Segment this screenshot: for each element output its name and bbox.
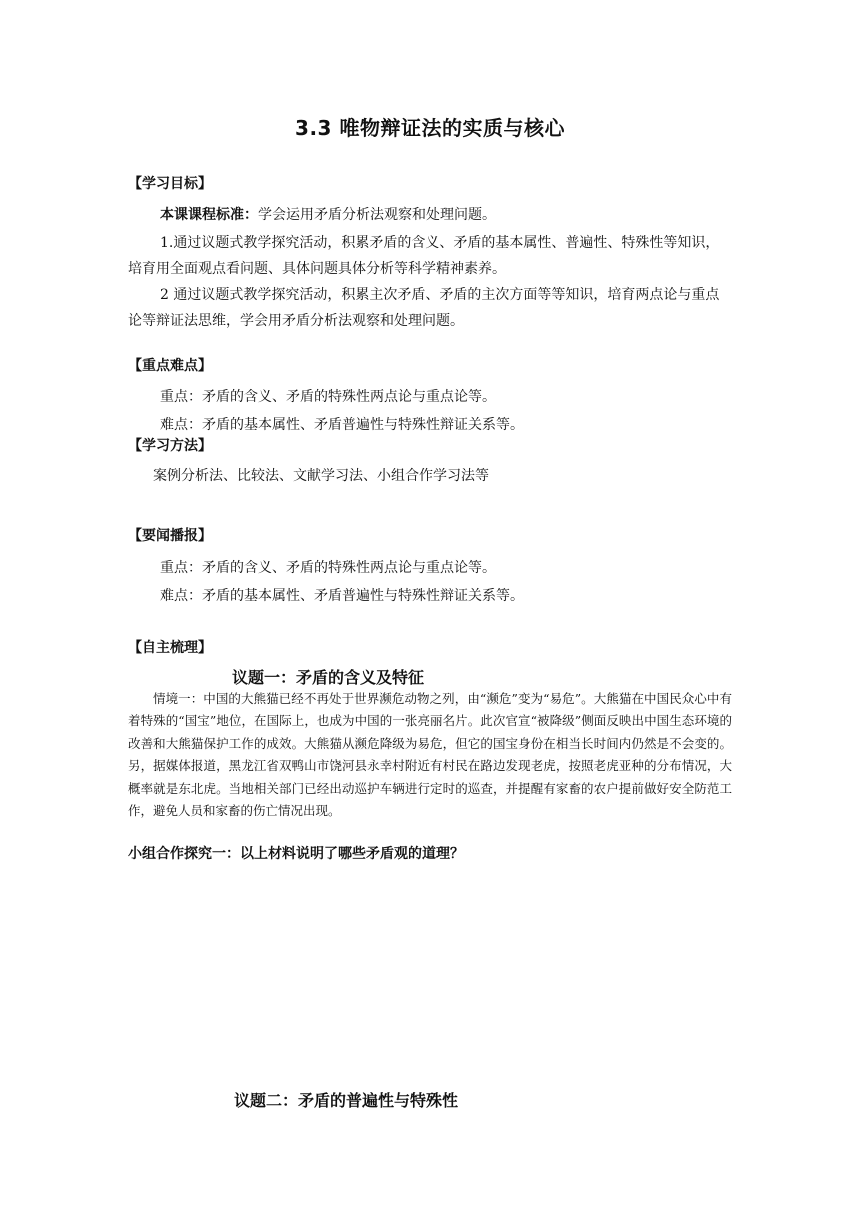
scenario-1-text: 情境一：中国的大熊猫已经不再处于世界濒危动物之列，由“濒危”变为“易危”。大熊猫在中国民众心中有着特殊的“国宝”地位，在国际上，也成为中国的一张亮丽名片。此次官宣“被降级”侧面反映出中国生态环境的改善和大熊猫保护工作的成效。大熊猫从濒危降级为易危，但它的国宝身份在相当长时间内仍然是不会变的。另，据媒体报道，黑龙江省双鸭山市饶河县永幸村附近有村民在路边发现老虎，按照老虎亚种的分布情况，大概率就是东北虎。当地相关部门已经出动巡护车辆进行定时的巡查，并提醒有家畜的农户提前做好安全防范工作，避免人员和家畜的伤亡情况出现。 bbox=[128, 691, 732, 819]
topic-1-title: 议题一：矛盾的含义及特征 bbox=[232, 668, 425, 687]
learning-goals-heading: 【学习目标】 bbox=[128, 176, 212, 192]
methods-text: 案例分析法、比较法、文献学习法、小组合作学习法等 bbox=[153, 468, 489, 484]
key-points-heading: 【重点难点】 bbox=[128, 358, 212, 374]
topic-2-title: 议题二：矛盾的普遍性与特殊性 bbox=[234, 1091, 459, 1110]
course-standard-text: 学会运用矛盾分析法观察和处理问题。 bbox=[258, 207, 496, 223]
key-point-text: 重点：矛盾的含义、矛盾的特殊性两点论与重点论等。 bbox=[160, 389, 496, 405]
methods-heading: 【学习方法】 bbox=[128, 438, 212, 454]
self-study-heading: 【自主梳理】 bbox=[128, 640, 212, 656]
group-question-1: 小组合作探究一：以上材料说明了哪些矛盾观的道理？ bbox=[128, 846, 464, 862]
news-heading: 【要闻播报】 bbox=[128, 528, 212, 544]
page-title: 3.3 唯物辩证法的实质与核心 bbox=[295, 116, 565, 140]
news-difficult-point: 难点：矛盾的基本属性、矛盾普遍性与特殊性辩证关系等。 bbox=[160, 588, 524, 604]
difficult-point-text: 难点：矛盾的基本属性、矛盾普遍性与特殊性辩证关系等。 bbox=[160, 417, 524, 433]
learning-goal-2: 2 通过议题式教学探究活动，积累主次矛盾、矛盾的主次方面等等知识，培育两点论与重点论等辩证法思维，学会用矛盾分析法观察和处理问题。 bbox=[128, 287, 720, 329]
course-standard-label: 本课课程标准： bbox=[160, 207, 258, 223]
course-standard bbox=[128, 202, 732, 228]
learning-goal-1: 1.通过议题式教学探究活动，积累矛盾的含义、矛盾的基本属性、普遍性、特殊性等知识，培育用全面观点看问题、具体问题具体分析等科学精神素养。 bbox=[128, 235, 720, 277]
news-key-point: 重点：矛盾的含义、矛盾的特殊性两点论与重点论等。 bbox=[160, 560, 496, 576]
